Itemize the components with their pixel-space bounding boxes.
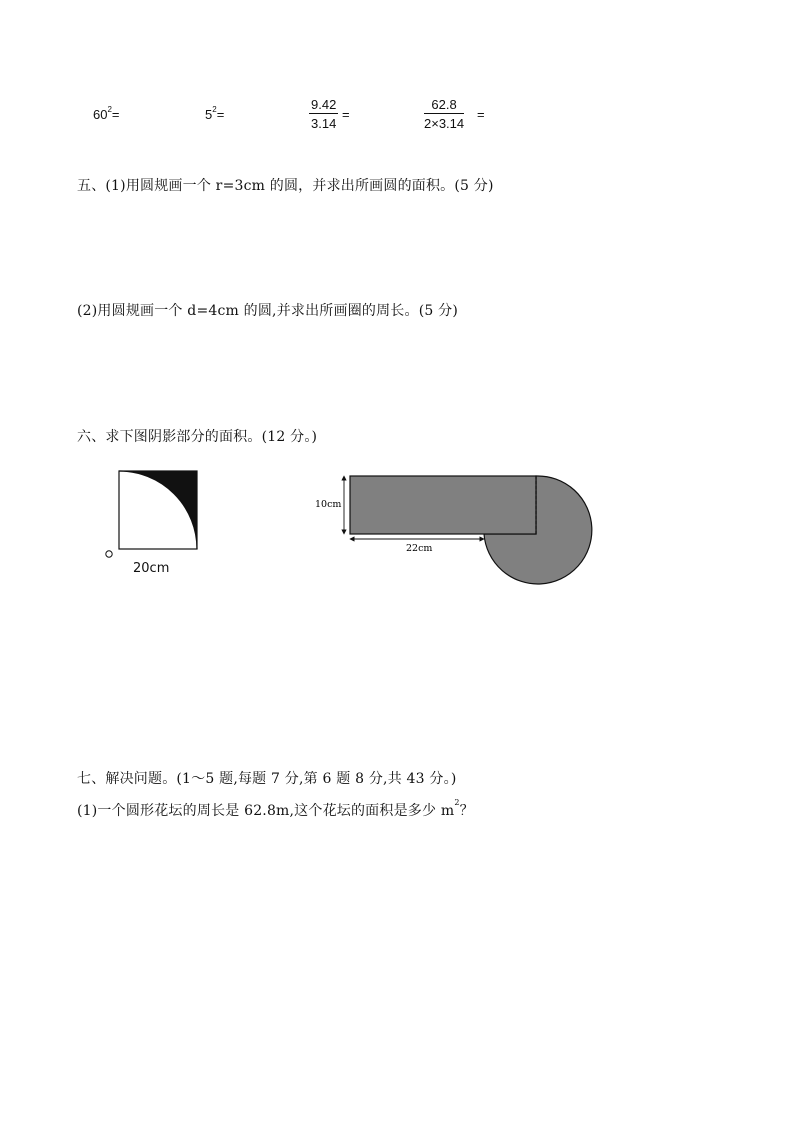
- shaded-rectangle: [350, 476, 536, 534]
- fraction-1: [309, 97, 338, 131]
- fraction-2-equals: =: [477, 107, 485, 122]
- section6-title: 六、求下图阴影部分的面积。(12 分。): [77, 429, 318, 445]
- length-label: 22cm: [406, 543, 433, 554]
- height-label: 10cm: [315, 499, 342, 510]
- fraction-2-denominator: 2×3.14: [424, 116, 465, 131]
- figure1-side-label: 20cm: [133, 561, 170, 576]
- section7-title: 七、解决问题。(1～5 题,每题 7 分,第 6 题 8 分,共 43 分。): [77, 771, 457, 787]
- figure-rectangle-semicircle: [310, 470, 600, 590]
- fraction-1-denominator: 3.14: [311, 116, 337, 131]
- fraction-1-equals: =: [342, 107, 350, 122]
- calc-item-1: $60^2=$: [93, 105, 120, 122]
- calc-item-2: $5^2=$: [205, 105, 225, 122]
- center-point-marker: [106, 551, 112, 557]
- fraction-2: [424, 97, 464, 131]
- section7-question-1: (1)一个圆形花坛的周长是 62.8m,这个花坛的面积是多少 $m^2$？: [77, 798, 474, 819]
- fraction-1-numerator: 9.42: [311, 97, 337, 112]
- fraction-2-numerator: 62.8: [424, 97, 464, 114]
- section5-question-2: (2)用圆规画一个 d=4cm 的圆,并求出所画圈的周长。(5 分): [77, 303, 458, 319]
- section5-question-1: 五、(1)用圆规画一个 r=3cm 的圆，并求出所画圆的面积。(5 分): [77, 178, 494, 194]
